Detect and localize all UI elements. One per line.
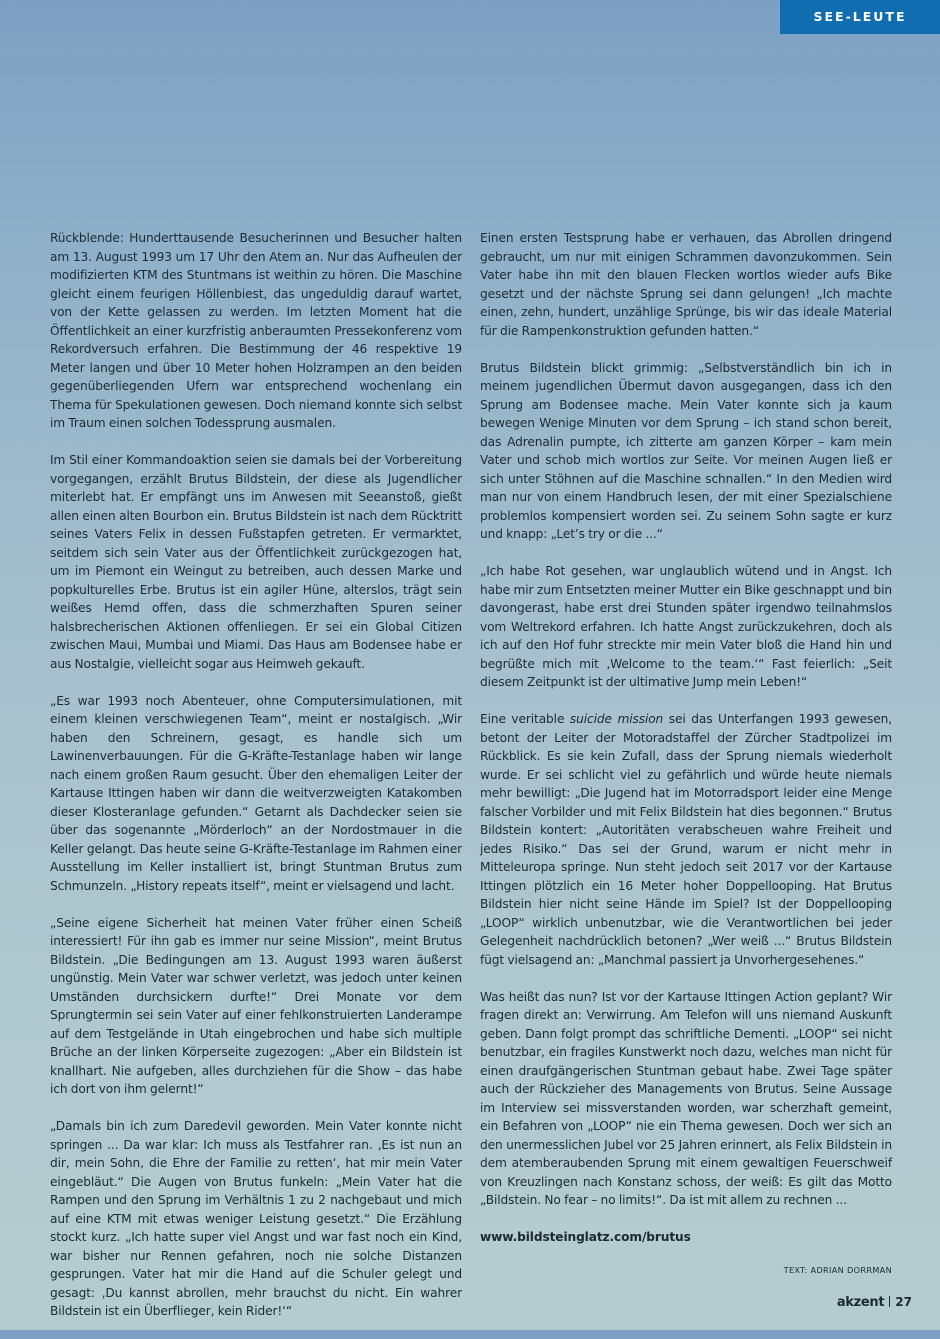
paragraph: „Seine eigene Sicherheit hat meinen Vater früher einen Scheiß interessiert! Für ihn gab es immer nur seine Mission“, meint Brutus Bildstein. „Die Bedingungen am 13. August 1993 waren äußerst ungünstig. Mein Vater war schwer verletzt, was jedoch unter keinen Umständen durchsickern durfte!“ Drei Monate vor dem Sprungtermin sei sein Vater auf einer fehlkonstruierten Landerampe auf dem Testgelände in Utah eingebrochen und habe sich multiple Brüche an der linken Körperseite zugezogen: „Aber ein Bildstein ist knallhart. Nie aufgeben, alles durchziehen für die Show – das habe ich dort von ihm gelernt!“ — [50, 915, 462, 1096]
footer-divider — [889, 1296, 890, 1307]
magazine-logo: akzent — [836, 1295, 885, 1310]
author-credit: TEXT: ADRIAN DORRMAN — [783, 1265, 892, 1275]
page-number: 27 — [895, 1295, 912, 1309]
website-link[interactable]: www.bildsteinglatz.com/brutus — [480, 1230, 691, 1244]
section-tag: SEE-LEUTE — [780, 0, 940, 34]
paragraph — [480, 710, 892, 969]
paragraph-text: sei das Unterfangen 1993 gewesen, betont der Leiter der Motoradstaffel der Zürcher Stadtpolizei im Rückblick. Es sie kein Zufall, dass der Sprung niemals wiederholt wurde. Er sei schlicht viel zu gefährlich und würde heute niemals mehr bewilligt: „Die Jugend hat im Motorradsport leider eine Menge falscher Vorbilder und mit Felix Bildstein hat dies begonnen.“ Brutus Bildstein kontert: „Autoritäten verabscheuen wahre Freiheit und jedes Risiko.“ Das sei der Grund, warum er nicht mehr in Mitteleuropa springe. Nun steht jedoch seit 2017 vor der Kartause Ittingen plötzlich ein 16 Meter hoher Doppellooping. Hat Brutus Bildstein hier nicht seine Hände im Spiel? Ist der Doppellooping „LOOP“ wirklich unbenutzbar, wie die Verantwortlichen bei jeder Gelegenheit nachdrücklich betonen? „Wer weiß ...“ Brutus Bildstein fügt vielsagend an: „Manchmal passiert ja Unvorhergesehenes.“ — [480, 712, 892, 967]
paragraph: „Damals bin ich zum Daredevil geworden. Mein Vater konnte nicht springen ... Da war klar: Ich muss als Testfahrer ran. ‚Es ist nun an dir, mein Sohn, die Ehre der Familie zu retten‘, hat mir mein Vater eingebläut.“ Die Augen von Brutus funkeln: „Mein Vater hat die Rampen und den Sprung im Verhältnis 1 zu 2 nachgebaut und mich auf eine KTM mit etwas weniger Leistung gesetzt.“ Die Erzählung stockt kurz. „Ich hatte super viel Angst und war fast noch ein Kind, war bisher nur Rennen gefahren, noch nie solche Distanzen gesprungen. Vater hat mir die Hand auf die Schuler gelegt und gesagt: ‚Du kannst abrollen, mehr brauchst du nicht. Ein wahrer Bildstein ist ein Überflieger, kein Rider!‘“ — [50, 1119, 462, 1318]
article-column-right — [480, 229, 892, 1275]
paragraph: Brutus Bildstein blickt grimmig: „Selbstverständlich bin ich in meinem jugendlichen Übermut davon ausgegangen, dass ich den Sprung am Bodensee mache. Mein Vater konnte sich ja kaum bewegen Wenige Minuten vor dem Sprung – ich stand schon bereit, das Adrenalin pumpte, ich zitterte am ganzen Körper – kam mein Vater und schob mich wortlos zur Seite. Vor meinen Augen ließ er sich unter Stöhnen auf die Maschine schnallen.“ In den Medien wird man nur von einem Handbruch lesen, der mit einer Spezialschiene problemlos kompensiert worden sei. Zu seinem Sohn sagte er kurz und knapp: „Let’s try or die ...“ — [480, 360, 892, 541]
paragraph: Rückblende: Hunderttausende Besucherinnen und Besucher halten am 13. August 1993 um 17 Uhr den Atem an. Nur das Aufheulen der modifizierten KTM des Stuntmans ist weithin zu hören. Die Maschine gleicht einem feurigen Höllenbiest, das ungeduldig darauf wartet, von der Kette gelassen zu werden. Im letzten Moment hat die Öffentlichkeit an einer kurzfristig anberaumten Pressekonferenz vom Rekordversuch erfahren. Die Bestimmung der 46 respektive 19 Meter langen und über 10 Meter hohen Holzrampen an den beiden gegenüberliegenden Ufern war entsprechend wochenlang ein Thema für Spekulationen gewesen. Doch niemand konnte sich selbst im Traum einen solchen Todessprung ausmalen. — [50, 231, 462, 430]
italic-phrase: suicide mission — [569, 712, 664, 726]
paragraph: „Es war 1993 noch Abenteuer, ohne Computersimulationen, mit einem kleinen verschwiegenen Team“, meint er nostalgisch. „Wir haben den Schreinern, gesagt, es handle sich um Lawinenverbauungen. Für die G-Kräfte-Testanlage haben wir lange nach einem großen Raum gesucht. Über den ehemaligen Leiter der Kartause Ittingen haben wir dann die weitverzweigten Katakomben dieser Klosteranlage gefunden.“ Getarnt als Dachdecker seien sie über das sogenannte „Mörderloch“ an der Nordostmauer in die Keller gelangt. Das heute seine G-Kräfte-Testanlage im Rahmen einer Ausstellung im Keller installiert ist, bringt Stuntman Brutus zum Schmunzeln. „History repeats itself“, meint er vielsagend und lacht. — [50, 693, 462, 893]
paragraph: Einen ersten Testsprung habe er verhauen, das Abrollen dringend gebraucht, um nur mit einigen Schrammen davonzukommen. Sein Vater habe ihn mit den blauen Flecken wortlos wieder aufs Bike gesetzt und der nächste Sprung sei dann gelungen! „Ich machte einen, zehn, hundert, unzählige Sprünge, bis wir das ideale Material für die Rampenkonstruktion gefunden hatten.“ — [480, 231, 892, 338]
paragraph: „Ich habe Rot gesehen, war unglaublich wütend und in Angst. Ich habe mir zum Entsetzten meiner Mutter ein Bike geschnappt und bin davongerast, habe erst drei Stunden später irgendwo teilnahmslos vom Weltrekord erfahren. Ich hatte Angst zurückzukehren, doch als ich auf den Hof fuhr streckte mir mein Vater bloß die Hand hin und begrüßte mich mit ‚Welcome to the team.‘“ Fast feierlich: „Seit diesem Zeitpunkt ist der ultimative Jump mein Leben!“ — [480, 564, 892, 689]
paragraph: Im Stil einer Kommandoaktion seien sie damals bei der Vorbereitung vorgegangen, erzählt Brutus Bildstein, der diese als Jugendlicher miterlebt hat. Er empfängt uns im Anwesen mit Seeanstoß, gießt allen einen alten Bourbon ein. Brutus Bildstein ist nach dem Rücktritt seines Vaters Felix in dessen Fußstapfen getreten. Er vermarktet, seitdem sich sein Vater aus der Öffentlichkeit zurückgezogen hat, um im Piemont ein Weingut zu betreiben, auch dessen Marke und popkulturelles Erbe. Brutus ist ein agiler Hüne, alterslos, trägt sein weißes Hemd offen, dass die schmerzhaften Spuren seiner halsbrecherischen Aktionen offenliegen. Er sei ein Global Citizen zwischen Maui, Mumbai und Miami. Das Haus am Bodensee habe er aus Nostalgie, vielleicht sogar aus Heimweh gekauft. — [50, 453, 462, 671]
article-column-left — [50, 229, 462, 1339]
paragraph-text: Eine veritable — [480, 712, 570, 726]
page-footer — [837, 1294, 912, 1311]
paragraph: Was heißt das nun? Ist vor der Kartause Ittingen Action geplant? Wir fragen direkt an: Verwirrung. Am Telefon will uns niemand Auskunft geben. Dann folgt prompt das schriftliche Dementi. „LOOP“ sei nicht benutzbar, ein fragiles Kunstwerkt noch dazu, welches man nicht für einen draufgängerischen Stuntman gebaut habe. Zwei Tage später auch der Rückzieher des Managements von Brutus. Seine Aussage im Interview sei missverstanden worden, war scherzhaft gemeint, ein Befahren von „LOOP“ nie ein Thema gewesen. Doch wer sich an den unermesslichen Jubel vor 25 Jahren erinnert, als Felix Bildstein in dem atemberaubenden Sprung mit einem gewaltigen Feuerschweif von Kreuzlingen nach Konstanz schoss, der weiß: Es gilt das Motto „Bildstein. No fear – no limits!“. Da ist mit allem zu rechnen ... — [480, 989, 892, 1207]
